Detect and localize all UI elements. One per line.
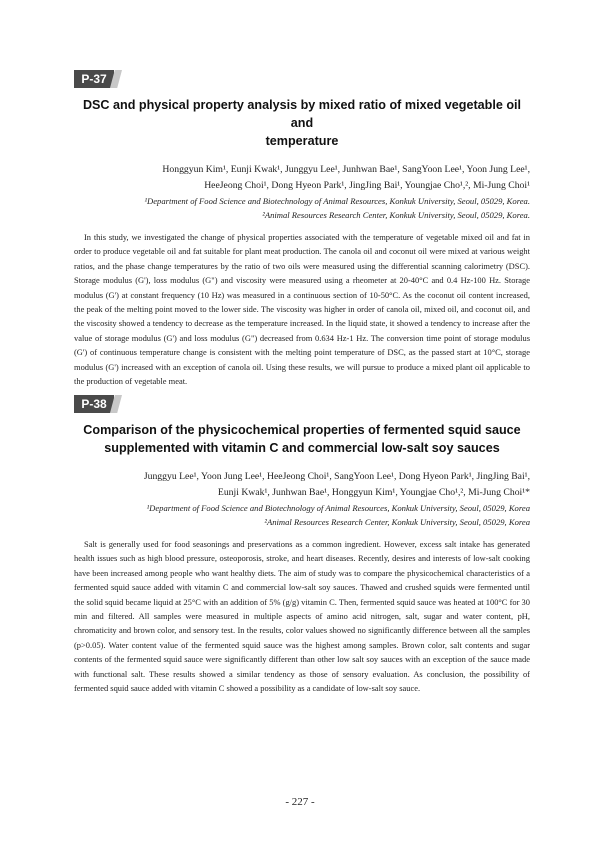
title-line: DSC and physical property analysis by mixed ratio of mixed vegetable oil and [82,98,522,130]
page-number: - 227 - [285,796,315,808]
title-line: Comparison of the physicochemical properties of fermented squid sauce [83,423,521,437]
abstract-body: Salt is generally used for food seasonings and preservations as a common ingredient. However, excess salt intake has generated health issues such as high blood pressure, osteoporosis, stroke, and heart diseases. Recently, desires and interests of low-salt cooking have been increased among people who want healthy diets. The aim of study was to compare the physicochemical characteristics of a fermented squid sauce added with vitamin C and commercial low-salt soy sauces. Thawed and crushed squids were fermented until the solid squid became liquid at 25°C with an addition of 5% (g/g) vitamin C. Then, fermented squid sauce was heated at 100°C for 30 min and filtered. All samples were measured in multiple aspects of amino acid nitrogen, salt, sugar and water content, pH, chromaticity and brown color, and sensory test. In the results, color values showed no significantly difference between all the samples (p>0.05). Water content value of the fermented squid sauce was the highest among samples. Brown color, salt contents and sugar contents of the fermented squid sauce were significantly different than other low salt soy sauces with an exception of the sauce made with functional salt. These results showed a similar tendency as those of sensory evaluation. As conclusion, the possibility of fermented squid sauce added with vitamin C showed a possibility as a candidate of low-salt soy sauce. [74,539,530,694]
author-list [74,469,530,501]
affiliation-line: ²Animal Resources Research Center, Konkuk University, Seoul, 05029, Korea. [262,210,530,220]
title-line: temperature [265,134,339,148]
affiliation-line: ¹Department of Food Science and Biotechnology of Animal Resources, Konkuk University, Seoul, 05029, Korea [146,503,530,513]
affiliations [74,194,530,222]
affiliation-line: ¹Department of Food Science and Biotechnology of Animal Resources, Konkuk University, Seoul, 05029, Korea. [144,196,530,206]
abstract-code-badge [74,70,122,88]
author-line: Honggyun Kim¹, Eunji Kwak¹, Junggyu Lee¹, Junhwan Bae¹, SangYoon Lee¹, Yoon Jung Lee¹, [162,164,530,175]
abstract-code: P-37 [81,72,107,86]
abstract-p38 [74,395,530,695]
author-line: Junggyu Lee¹, Yoon Jung Lee¹, HeeJeong Choi¹, SangYoon Lee¹, Dong Hyeon Park¹, JingJing Bai¹, [143,471,530,482]
affiliations [74,501,530,529]
abstract-body: In this study, we investigated the change of physical properties associated with the temperature of vegetable mixed oil and fat in order to produce vegetable oil and fat suitable for plant meat production. The canola oil and coconut oil were mixed at various weight ratios, and the phase change temperatures by the ratio of two oils were measured using the differential scanning calorimetry (DSC). Storage modulus (G'), loss modulus (G") and viscosity were measured using a rheometer at 20-40°C and 0.4 Hz-100 Hz. Storage modulus (G') at constant frequency (10 Hz) was measured in a continuous section of 10-50°C. As the coconut oil content increased, the peak of the melting point moved to the lower side. The viscosity was higher in order of canola oil, mixed oil, and coconut oil, and the viscosity showed a tendency to decrease as the temperature increased. In the liquid state, it showed a tendency to increase after the value of storage modulus (G') and loss modulus (G") decreased from 0.634 Hz-1 Hz. The conversion time point of storage modulus (G') of continuous temperature change is consistent with the melting point temperature of DSC, as the passed start at 10°C, storage modulus (G') increased with an exception of canola oil. Using these results, we will pursue to produce a mixed plant oil applicable to the production of vegetable meat. [74,232,530,387]
abstract-title [74,421,530,457]
abstract-code: P-38 [81,397,107,411]
author-line: HeeJeong Choi¹, Dong Hyeon Park¹, JingJing Bai¹, Youngjae Cho¹,², Mi-Jung Choi¹ [204,180,530,191]
affiliation-line: ²Animal Resources Research Center, Konkuk University, Seoul, 05029, Korea [264,517,530,527]
author-list [74,162,530,194]
abstract-title [74,96,530,150]
title-line: supplemented with vitamin C and commercial low-salt soy sauces [104,441,500,455]
abstract-p37 [74,70,530,388]
author-line: Eunji Kwak¹, Junhwan Bae¹, Honggyun Kim¹, Youngjae Cho¹,², Mi-Jung Choi¹* [217,487,530,498]
abstract-code-badge [74,395,122,413]
